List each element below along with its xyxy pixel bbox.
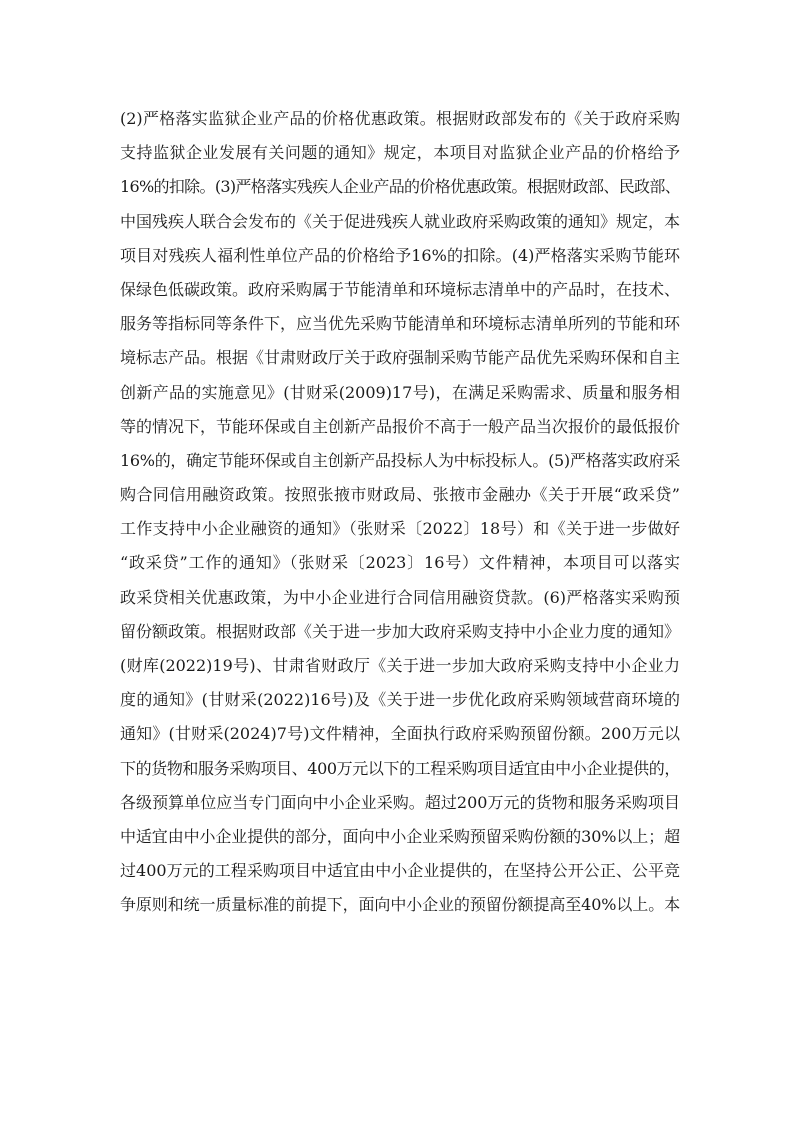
text-line-1: (2)严格落实监狱企业产品的价格优惠政策。根据财政部发布的《关于政府采购: [120, 109, 680, 128]
text-line-9: 创新产品的实施意见》(甘财采(2009)17号)，在满足采购需求、质量和服务相: [120, 382, 680, 402]
text-line-7: 服务等指标同等条件下，应当优先采购节能清单和环境标志清单所列的节能和环: [120, 314, 681, 334]
text-line-5: 项目对残疾人福利性单位产品的价格给予16%的扣除。(4)严格落实采购节能环: [120, 245, 680, 265]
text-line-3: 16%的扣除。(3)严格落实残疾人企业产品的价格优惠政策。根据财政部、民政部、: [120, 177, 680, 197]
body-text: [120, 102, 680, 923]
text-line-8: 境标志产品。根据《甘肃财政厅关于政府强制采购节能产品优先采购环保和自主: [120, 348, 681, 368]
text-line-17: (财库(2022)19号)、甘肃省财政厅《关于进一步加大政府采购支持中小企业力: [120, 656, 680, 675]
text-line-15: 政采贷相关优惠政策，为中小企业进行合同信用融资贷款。(6)严格落实采购预: [120, 587, 680, 607]
text-line-6: 保绿色低碳政策。政府采购属于节能清单和环境标志清单中的产品时，在技术、: [120, 279, 681, 299]
text-line-12: 购合同信用融资政策。按照张掖市财政局、张掖市金融办《关于开展“政采贷”: [120, 485, 680, 505]
text-line-18: 度的通知》(甘财采(2022)16号)及《关于进一步优化政府采购领域营商环境的: [120, 690, 680, 710]
text-line-24: 争原则和统一质量标准的前提下，面向中小企业的预留份额提高至40%以上。本: [120, 895, 680, 915]
text-line-10: 等的情况下，节能环保或自主创新产品报价不高于一般产品当次报价的最低报价: [120, 416, 681, 436]
text-line-23: 过400万元的工程采购项目中适宜由中小企业提供的，在坚持公开公正、公平竞: [120, 861, 680, 881]
text-line-21: 各级预算单位应当专门面向中小企业采购。超过200万元的货物和服务采购项目: [120, 792, 680, 812]
text-line-14: “政采贷”工作的通知》（张财采〔2023〕16号）文件精神，本项目可以落实: [120, 553, 680, 573]
text-line-20: 下的货物和服务采购项目、400万元以下的工程采购项目适宜由中小企业提供的，: [120, 758, 680, 778]
text-line-2: 支持监狱企业发展有关问题的通知》规定，本项目对监狱企业产品的价格给予: [120, 143, 680, 163]
text-line-19: 通知》(甘财采(2024)7号)文件精神，全面执行政府采购预留份额。200万元以: [120, 724, 680, 744]
text-line-4: 中国残疾人联合会发布的《关于促进残疾人就业政府采购政策的通知》规定，本: [120, 211, 681, 231]
text-line-13: 工作支持中小企业融资的通知》（张财采〔2022〕18号）和《关于进一步做好: [120, 519, 680, 539]
text-line-11: 16%的，确定节能环保或自主创新产品投标人为中标投标人。(5)严格落实政府采: [120, 450, 680, 470]
text-line-16: 留份额政策。根据财政部《关于进一步加大政府采购支持中小企业力度的通知》: [120, 621, 681, 641]
text-line-22: 中适宜由中小企业提供的部分，面向中小企业采购预留采购份额的30%以上；超: [120, 826, 680, 846]
